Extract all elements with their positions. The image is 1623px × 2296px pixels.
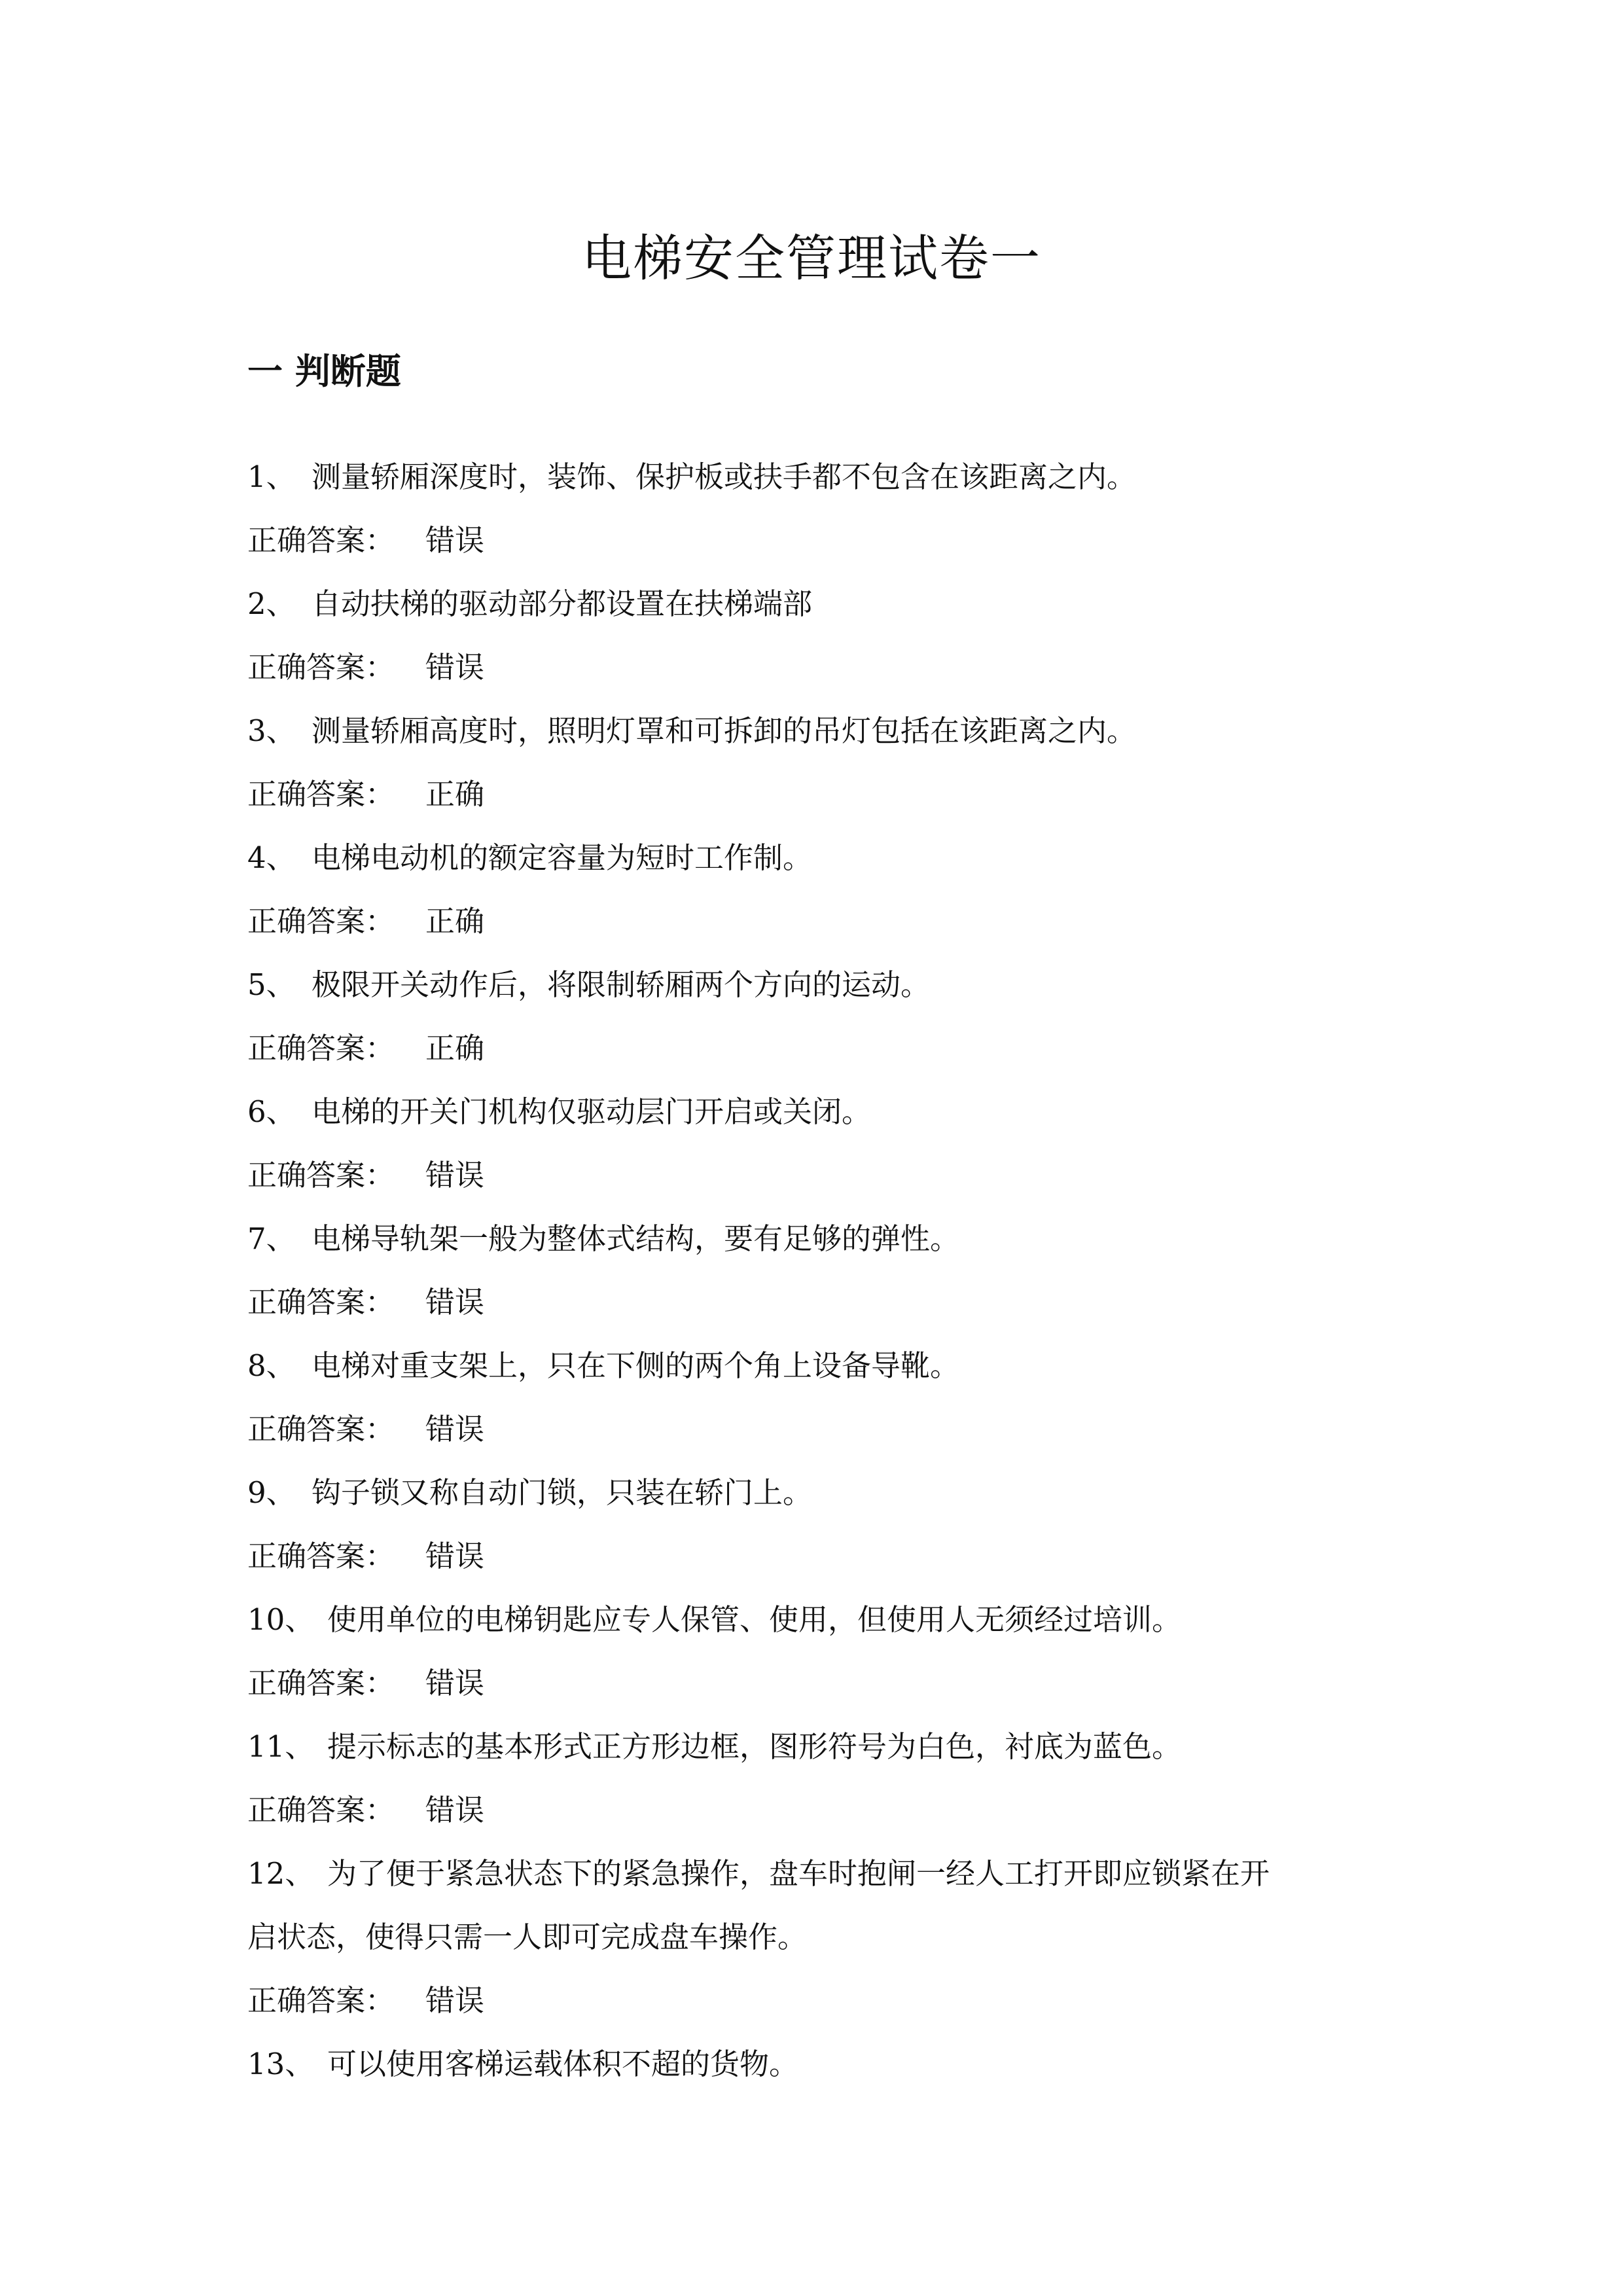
question-text xyxy=(247,826,1386,889)
answer-label: 正确答案： xyxy=(247,1983,395,2018)
question-body: 提示标志的基本形式正方形边框，图形符号为白色，衬底为蓝色。 xyxy=(327,1729,1182,1764)
question-number: 2、 xyxy=(247,586,296,621)
question-list xyxy=(247,445,1386,2096)
answer-label: 正确答案： xyxy=(247,523,395,558)
question-body: 电梯导轨架一般为整体式结构，要有足够的弹性。 xyxy=(312,1221,960,1256)
question-number: 12、 xyxy=(247,1856,315,1891)
list-item xyxy=(247,953,1386,1080)
list-item xyxy=(247,699,1386,826)
question-number: 8、 xyxy=(247,1348,296,1383)
answer-value: 错误 xyxy=(425,523,485,558)
answer-label: 正确答案： xyxy=(247,1158,395,1193)
question-number: 10、 xyxy=(247,1602,315,1637)
question-number: 11、 xyxy=(247,1729,315,1764)
question-number: 3、 xyxy=(247,713,296,748)
answer-value: 错误 xyxy=(425,1666,485,1700)
answer-label: 正确答案： xyxy=(247,1031,395,1066)
answer-line xyxy=(247,762,1386,826)
question-number: 7、 xyxy=(247,1221,296,1256)
question-text xyxy=(247,1461,1386,1524)
question-number: 6、 xyxy=(247,1094,296,1129)
answer-line xyxy=(247,636,1386,699)
answer-value: 正确 xyxy=(425,777,485,812)
answer-label: 正确答案： xyxy=(247,1793,395,1827)
answer-line xyxy=(247,1016,1386,1080)
list-item xyxy=(247,445,1386,572)
question-text xyxy=(247,1588,1386,1651)
list-item xyxy=(247,572,1386,699)
list-item xyxy=(247,1461,1386,1588)
question-body: 可以使用客梯运载体积不超的货物。 xyxy=(327,2047,799,2081)
answer-value: 正确 xyxy=(425,904,485,939)
question-number: 13、 xyxy=(247,2047,315,2081)
question-body: 钩子锁又称自动门锁，只装在轿门上。 xyxy=(312,1475,813,1510)
list-item xyxy=(247,1842,1386,2032)
answer-line xyxy=(247,1397,1386,1461)
question-number: 9、 xyxy=(247,1475,296,1510)
answer-value: 错误 xyxy=(425,1285,485,1319)
answer-value: 正确 xyxy=(425,1031,485,1066)
section-heading: 一 判断题 xyxy=(247,351,401,392)
answer-label: 正确答案： xyxy=(247,1412,395,1446)
list-item xyxy=(247,1080,1386,1207)
page-title: 电梯安全管理试卷一 xyxy=(582,229,1041,287)
question-text xyxy=(247,2032,1386,2096)
answer-value: 错误 xyxy=(425,1412,485,1446)
question-text xyxy=(247,699,1386,762)
question-body: 电梯电动机的额定容量为短时工作制。 xyxy=(312,840,813,875)
answer-line xyxy=(247,1969,1386,2032)
list-item xyxy=(247,1334,1386,1461)
question-text xyxy=(247,1207,1386,1270)
answer-line xyxy=(247,1778,1386,1842)
list-item xyxy=(247,826,1386,953)
question-body: 电梯对重支架上，只在下侧的两个角上设备导靴。 xyxy=(312,1348,960,1383)
question-body: 测量轿厢深度时，装饰、保护板或扶手都不包含在该距离之内。 xyxy=(312,459,1137,494)
answer-line xyxy=(247,889,1386,953)
question-body: 测量轿厢高度时，照明灯罩和可拆卸的吊灯包括在该距离之内。 xyxy=(312,713,1137,748)
answer-label: 正确答案： xyxy=(247,777,395,812)
answer-value: 错误 xyxy=(425,1158,485,1193)
question-body-line2: 启状态，使得只需一人即可完成盘车操作。 xyxy=(247,1920,808,1954)
answer-label: 正确答案： xyxy=(247,904,395,939)
answer-label: 正确答案： xyxy=(247,1539,395,1573)
answer-label: 正确答案： xyxy=(247,1285,395,1319)
answer-value: 错误 xyxy=(425,1983,485,2018)
list-item xyxy=(247,1715,1386,1842)
answer-value: 错误 xyxy=(425,1793,485,1827)
question-text-continued xyxy=(247,1905,1386,1969)
question-number: 4、 xyxy=(247,840,296,875)
answer-line xyxy=(247,1143,1386,1207)
question-text xyxy=(247,1715,1386,1778)
question-number: 5、 xyxy=(247,967,296,1002)
question-number: 1、 xyxy=(247,459,296,494)
list-item xyxy=(247,1207,1386,1334)
answer-line xyxy=(247,1524,1386,1588)
answer-label: 正确答案： xyxy=(247,1666,395,1700)
question-text xyxy=(247,1334,1386,1397)
answer-value: 错误 xyxy=(425,1539,485,1573)
list-item xyxy=(247,2032,1386,2096)
question-text xyxy=(247,1842,1386,1905)
answer-line xyxy=(247,1270,1386,1334)
question-text xyxy=(247,445,1386,509)
list-item xyxy=(247,1588,1386,1715)
answer-label: 正确答案： xyxy=(247,650,395,685)
question-body: 电梯的开关门机构仅驱动层门开启或关闭。 xyxy=(312,1094,872,1129)
answer-value: 错误 xyxy=(425,650,485,685)
question-body: 极限开关动作后，将限制轿厢两个方向的运动。 xyxy=(312,967,931,1002)
answer-line xyxy=(247,509,1386,572)
question-text xyxy=(247,953,1386,1016)
question-body: 自动扶梯的驱动部分都设置在扶梯端部 xyxy=(312,586,813,621)
question-body: 使用单位的电梯钥匙应专人保管、使用，但使用人无须经过培训。 xyxy=(327,1602,1182,1637)
answer-line xyxy=(247,1651,1386,1715)
question-text xyxy=(247,1080,1386,1143)
question-text xyxy=(247,572,1386,636)
question-body-line1: 为了便于紧急状态下的紧急操作，盘车时抱闸一经人工打开即应锁紧在开 xyxy=(327,1856,1270,1891)
